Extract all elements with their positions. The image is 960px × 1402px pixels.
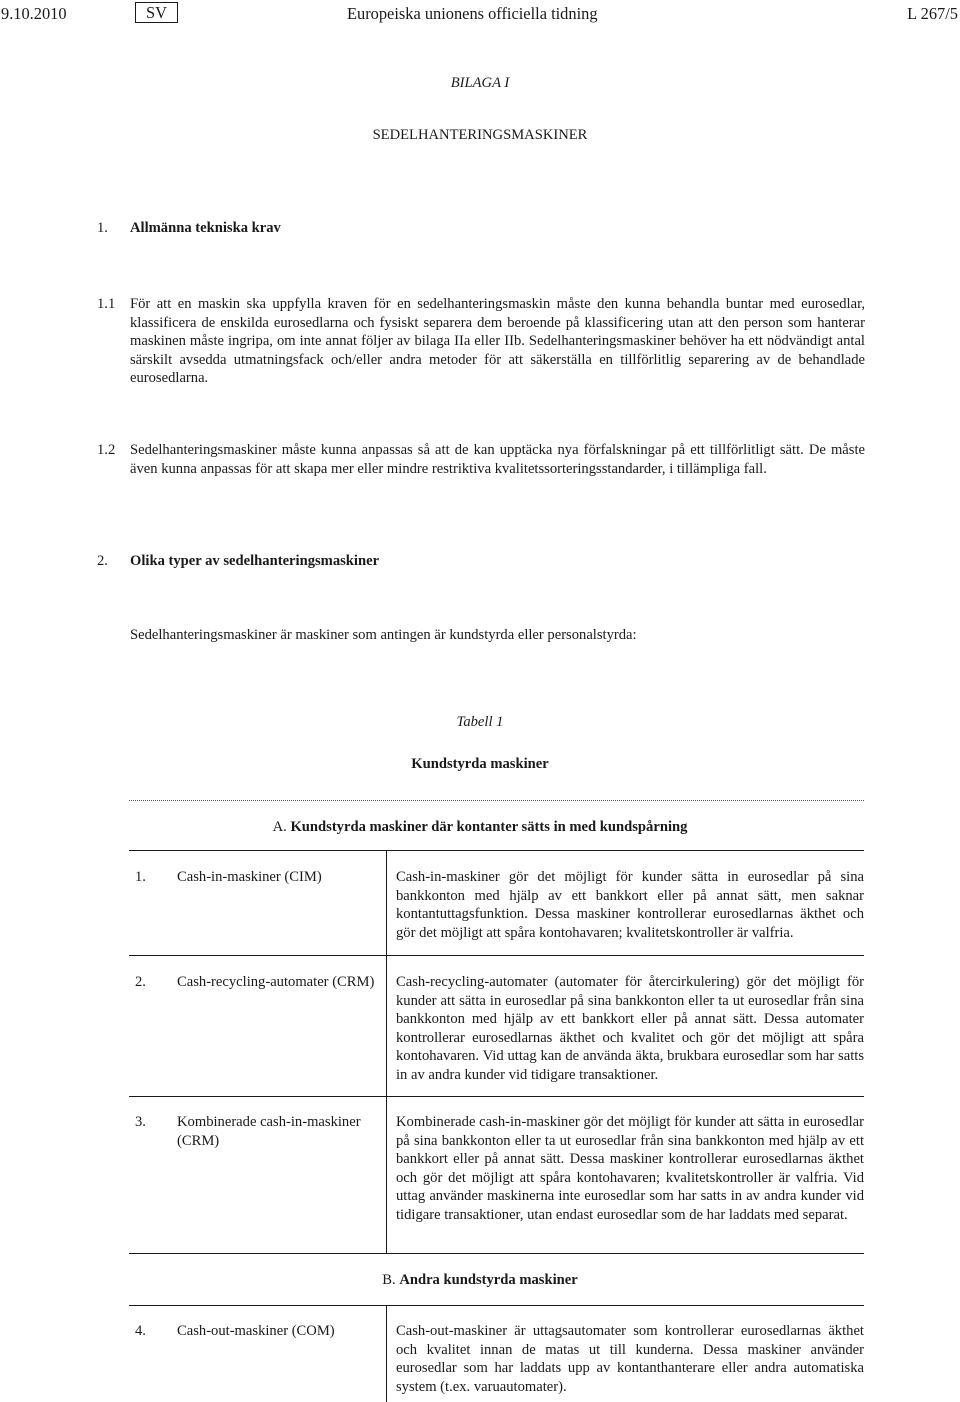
- table-title: Kundstyrda maskiner: [411, 756, 549, 772]
- section-2-number: 2.: [97, 553, 108, 569]
- group-a-heading: [0, 818, 960, 837]
- row-number: 2.: [135, 974, 146, 990]
- machine-description: Cash-out-maskiner är uttagsautomater som kontrollerar eurosedlarnas äkthet och kvalitet innan de matas ut till kunderna. Dessa maskiner använder eurosedlar som har laddats upp av kontanthanterare eller andra automatiska system (t.ex. varuautomater).: [396, 1323, 864, 1395]
- paragraph-1-1: För att en maskin ska uppfylla kraven för en sedelhanteringsmaskin måste den kunna behandla buntar med eurosedlar, klassificera de enskilda eurosedlarna och fysiskt separera dem beroende på klassificering utan att den person som hanterar maskinen måste ingripa, om inte annat följer av bilaga IIa eller IIb. Sedelhanteringsmaskiner behöver ha ett nödvändigt antal särskilt avsedda utmatningsfack och/eller andra metoder för att säkerställa en tillförlitlig separering av de behandlade eurosedlarna.: [130, 296, 865, 387]
- column-separator: [386, 1306, 387, 1402]
- publication-date: 9.10.2010: [1, 4, 67, 23]
- group-b-heading: [0, 1271, 960, 1290]
- group-b-letter: B.: [382, 1272, 396, 1288]
- column-separator: [386, 1097, 387, 1253]
- section-1-number: 1.: [97, 220, 108, 236]
- table-caption: Tabell 1: [456, 714, 504, 730]
- group-b-title: Andra kundstyrda maskiner: [399, 1272, 578, 1288]
- machine-type: Cash-recycling-automater (CRM): [177, 974, 375, 990]
- column-separator: [386, 956, 387, 1096]
- page-header: [0, 2, 960, 24]
- row-number: 4.: [135, 1323, 146, 1339]
- row-number: 1.: [135, 869, 146, 885]
- machine-description: Kombinerade cash-in-maskiner gör det möjligt för kunder att sätta in eurosedlar på sina bankkonton eller ta ut eurosedlar från sina bankkonton med hjälp av ett bankkort eller på annat sätt. Dessa maskiner kontrollerar eurosedlarnas äkthet och gör det möjligt att spåra kontohavaren; kvalitetskontroller är valfria. Vid uttag använder maskinerna inte eurosedlar som har satts in av andra kunder vid tidigare transaktioner, utan endast eurosedlar som de har laddats med separat.: [396, 1114, 864, 1223]
- row-divider: [129, 850, 864, 851]
- paragraph-1-2-number: 1.2: [97, 442, 116, 458]
- machine-type: Cash-out-maskiner (COM): [177, 1323, 335, 1339]
- machine-type: Cash-in-maskiner (CIM): [177, 869, 322, 885]
- row-number: 3.: [135, 1114, 146, 1130]
- annex-title: SEDELHANTERINGSMASKINER: [372, 127, 588, 143]
- journal-title: Europeiska unionens officiella tidning: [347, 4, 598, 23]
- row-divider: [129, 1305, 864, 1306]
- row-divider: [129, 1253, 864, 1254]
- group-a-title: Kundstyrda maskiner där kontanter sätts in med kundspårning: [290, 819, 688, 835]
- machine-description: Cash-in-maskiner gör det möjligt för kunder sätta in eurosedlar på sina bankkonton med hjälp av ett bankkort eller på annat sätt, men saknar kontantuttagsfunktion. Dessa maskiner kontrollerar eurosedlarnas äkthet och gör det möjligt att spåra kontohavaren; kvalitetskontroller är valfria.: [396, 869, 864, 941]
- language-badge: SV: [135, 2, 178, 23]
- table-top-rule: [129, 800, 864, 801]
- page-reference: L 267/5: [907, 4, 958, 23]
- row-divider: [129, 955, 864, 956]
- section-2-intro: Sedelhanteringsmaskiner är maskiner som antingen är kundstyrda eller personalstyrda:: [130, 627, 637, 643]
- row-divider: [129, 1096, 864, 1097]
- paragraph-1-1-number: 1.1: [97, 296, 116, 312]
- machine-type: Kombinerade cash-in-maskiner (CRM): [177, 1114, 361, 1149]
- section-1-title: Allmänna tekniska krav: [130, 220, 281, 236]
- machine-description: Cash-recycling-automater (automater för återcirkulering) gör det möjligt för kunder att sätta in eurosedlar på sina bankkonton eller ta ut eurosedlar från sina bankkonton med hjälp av ett bankkort eller på annat sätt. Dessa automater kontrollerar eurosedlarnas äkthet och kvalitet och gör det möjligt att spåra kontohavaren. Vid uttag kan de använda äkta, brukbara eurosedlar som har satts in av andra kunder vid tidigare transaktioner.: [396, 974, 864, 1083]
- group-a-letter: A.: [272, 819, 287, 835]
- section-2-title: Olika typer av sedelhanteringsmaskiner: [130, 553, 380, 569]
- column-separator: [386, 851, 387, 955]
- annex-label: BILAGA I: [450, 75, 510, 91]
- paragraph-1-2: Sedelhanteringsmaskiner måste kunna anpassas så att de kan upptäcka nya förfalskningar på ett tillförlitligt sätt. De måste även kunna anpassas för att skapa mer eller mindre restriktiva kvalitetssorteringsstandarder, i tillämpliga fall.: [130, 442, 865, 477]
